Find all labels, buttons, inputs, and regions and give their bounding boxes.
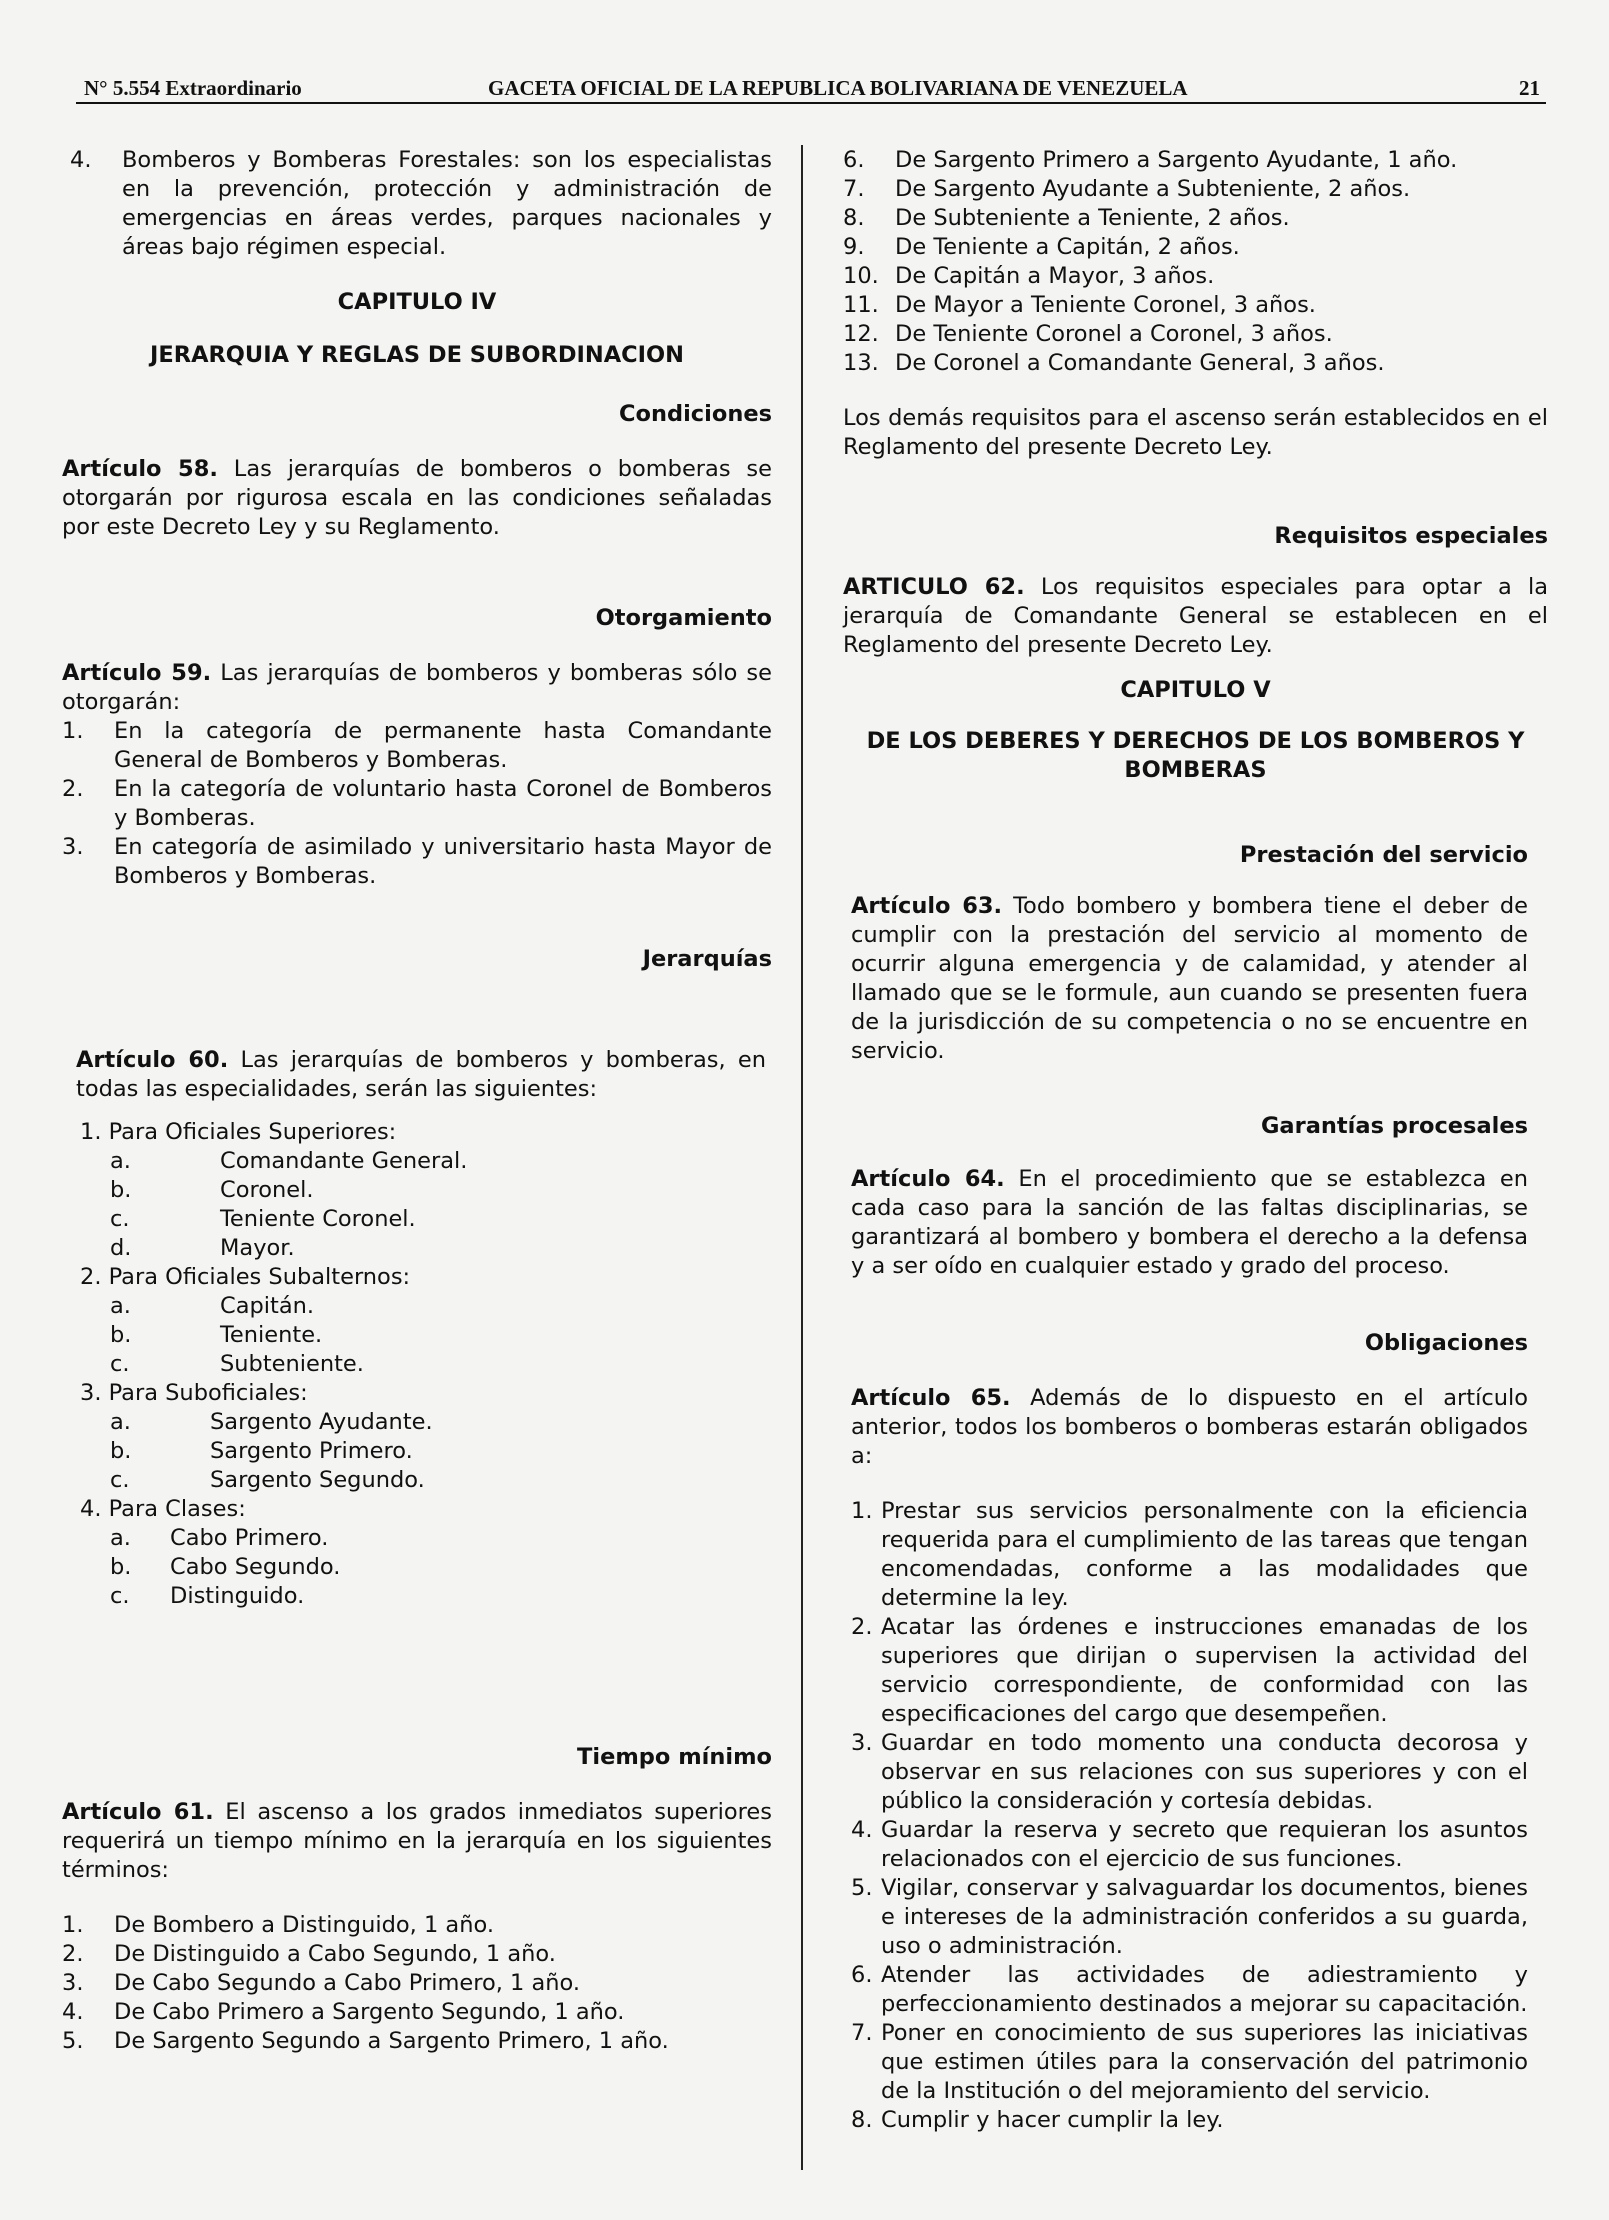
article-63 (851, 892, 1528, 1066)
chapter-heading: CAPITULO IV (337, 289, 497, 315)
list-item: 1. En la categoría de permanente hasta Comandante General de Bomberos y Bomberas. (62, 718, 772, 773)
hierarchy-rank: a. Capitán. (110, 1293, 315, 1319)
article-text: Las jerarquías de bomberos y bomberas, en todas las especialidades, serán las siguientes: (76, 1047, 766, 1102)
section-heading-obligaciones: Obligaciones (1364, 1330, 1528, 1356)
list-item: 12. De Teniente Coronel a Coronel, 3 años. (843, 321, 1333, 347)
list-item: 7. Poner en conocimiento de sus superiores las iniciativas que estimen útiles para la conservación del patrimonio de la Institución o del mejoramiento del servicio. (851, 2020, 1528, 2104)
hierarchy-rank: b. Sargento Primero. (110, 1438, 413, 1464)
list-item: 10. De Capitán a Mayor, 3 años. (843, 263, 1215, 289)
article-61-closing: Los demás requisitos para el ascenso serán establecidos en el Reglamento del presente Decreto Ley. (843, 405, 1548, 460)
section-heading-tiempo-minimo: Tiempo mínimo (577, 1744, 772, 1770)
section-heading-condiciones: Condiciones (619, 401, 772, 427)
list-item: 4. De Cabo Primero a Sargento Segundo, 1 año. (62, 1999, 625, 2025)
article-text: Las jerarquías de bomberos y bomberas sólo se otorgarán: (62, 660, 773, 715)
article-60 (76, 1046, 766, 1104)
hierarchy-rank: a. Sargento Ayudante. (110, 1409, 433, 1435)
list-item: 3. De Cabo Segundo a Cabo Primero, 1 año. (62, 1970, 581, 1996)
article-label: Artículo 59. (62, 660, 212, 686)
section-heading-requisitos: Requisitos especiales (1274, 523, 1548, 549)
chapter-title: JERARQUIA Y REGLAS DE SUBORDINACION (150, 342, 684, 368)
column-divider (801, 145, 803, 2170)
hierarchy-group (80, 1495, 772, 1611)
page-number: 21 (1519, 76, 1540, 100)
list-item: 6. Atender las actividades de adiestramiento y perfeccionamiento destinados a mejorar su capacitación. (851, 1962, 1528, 2017)
list-item-text: Bomberos y Bomberas Forestales: son los especialistas en la prevención, protección y administración de emergencias en áreas verdes, parques nacionales y áreas bajo régimen especial. (122, 147, 772, 260)
list-item: 4. Guardar la reserva y secreto que requieran los asuntos relacionados con el ejercicio de sus funciones. (851, 1817, 1528, 1872)
chapter-title: DE LOS DEBERES Y DERECHOS DE LOS BOMBEROS Y BOMBERAS (866, 728, 1525, 783)
list-item: 5. De Sargento Segundo a Sargento Primero, 1 año. (62, 2028, 669, 2054)
article-label: Artículo 63. (851, 893, 1003, 919)
list-item: 3. En categoría de asimilado y universitario hasta Mayor de Bomberos y Bomberas. (62, 834, 772, 889)
list-item: 3. Guardar en todo momento una conducta decorosa y observar en sus relaciones con sus superiores y con el público la consideración y cortesía debidas. (851, 1730, 1528, 1814)
section-heading-garantias: Garantías procesales (1260, 1113, 1528, 1139)
hierarchy-group (80, 1263, 772, 1379)
section-heading-jerarquias: Jerarquías (642, 946, 772, 972)
list-item: 2. En la categoría de voluntario hasta Coronel de Bomberos y Bomberas. (62, 776, 772, 831)
article-text: Además de lo dispuesto en el artículo anterior, todos los bomberos o bomberas estarán obligados a: (851, 1385, 1528, 1469)
list-item: 1. Prestar sus servicios personalmente con la eficiencia requerida para el cumplimiento de las tareas que tengan encomendadas, conforme a las modalidades que determine la ley. (851, 1498, 1528, 1611)
article-59-list (62, 717, 772, 891)
hierarchy-rank: b. Coronel. (110, 1177, 314, 1203)
article-label: Artículo 64. (851, 1166, 1005, 1192)
hierarchy-group (80, 1379, 772, 1495)
section-heading-prestacion: Prestación del servicio (1239, 842, 1528, 868)
hierarchy-group-title: 2. Para Oficiales Subalternos: (80, 1264, 411, 1290)
hierarchy-rank: c. Teniente Coronel. (110, 1206, 416, 1232)
hierarchy-list (62, 1118, 772, 1611)
list-item: 13. De Coronel a Comandante General, 3 años. (843, 350, 1385, 376)
hierarchy-rank: a. Cabo Primero. (110, 1525, 329, 1551)
hierarchy-rank: d. Mayor. (110, 1235, 295, 1261)
article-65 (851, 1384, 1528, 1471)
article-61-list (62, 1911, 772, 2056)
gazette-title: GACETA OFICIAL DE LA REPUBLICA BOLIVARIANA DE VENEZUELA (488, 76, 1188, 100)
list-item: 5. Vigilar, conservar y salvaguardar los documentos, bienes e intereses de la administración conferidos a su guarda, uso o administración. (851, 1875, 1528, 1959)
list-item: 7. De Sargento Ayudante a Subteniente, 2 años. (843, 176, 1411, 202)
list-item: 11. De Mayor a Teniente Coronel, 3 años. (843, 292, 1316, 318)
hierarchy-group (80, 1118, 772, 1263)
hierarchy-group-title: 1. Para Oficiales Superiores: (80, 1119, 397, 1145)
article-62 (843, 573, 1548, 660)
edition-label: N° 5.554 Extraordinario (84, 76, 302, 100)
article-61 (62, 1798, 772, 1885)
article-label: ARTICULO 62. (843, 574, 1025, 600)
list-item: 1. De Bombero a Distinguido, 1 año. (62, 1912, 494, 1938)
hierarchy-rank: b. Teniente. (110, 1322, 323, 1348)
hierarchy-rank: c. Sargento Segundo. (110, 1467, 425, 1493)
list-item: 8. De Subteniente a Teniente, 2 años. (843, 205, 1290, 231)
article-text: En el procedimiento que se establezca en cada caso para la sanción de las faltas disciplinarias, se garantizará al bombero y bombera el derecho a la defensa y a ser oído en cualquier estado y grado del proceso. (851, 1166, 1529, 1279)
article-label: Artículo 58. (62, 456, 218, 482)
article-64 (851, 1165, 1528, 1281)
hierarchy-rank: c. Distinguido. (110, 1583, 305, 1609)
article-label: Artículo 61. (62, 1799, 214, 1825)
article-65-list (851, 1497, 1528, 2135)
article-text: Las jerarquías de bomberos o bomberas se otorgarán por rigurosa escala en las condiciones señaladas por este Decreto Ley y su Reglamento. (62, 456, 772, 540)
article-58 (62, 455, 772, 542)
article-61-list-continued (843, 146, 1548, 378)
left-column (62, 146, 772, 2056)
list-item: 2. De Distinguido a Cabo Segundo, 1 año. (62, 1941, 556, 1967)
section-heading-otorgamiento: Otorgamiento (595, 605, 772, 631)
list-item: 8. Cumplir y hacer cumplir la ley. (851, 2107, 1224, 2133)
hierarchy-group-title: 3. Para Suboficiales: (80, 1380, 308, 1406)
list-item: 4. Bomberos y Bomberas Forestales: son los especialistas en la prevención, protección y administración de emergencias en áreas verdes, parques nacionales y áreas bajo régimen especial. (70, 147, 772, 260)
gazette-header (76, 72, 1546, 104)
chapter-heading: CAPITULO V (1120, 677, 1271, 703)
list-item: 2. Acatar las órdenes e instrucciones emanadas de los superiores que dirijan o supervisen la actividad del servicio correspondiente, de conformidad con las especificaciones del cargo que desempeñen. (851, 1614, 1528, 1727)
hierarchy-rank: b. Cabo Segundo. (110, 1554, 341, 1580)
hierarchy-rank: c. Subteniente. (110, 1351, 364, 1377)
article-label: Artículo 65. (851, 1385, 1011, 1411)
hierarchy-rank: a. Comandante General. (110, 1148, 468, 1174)
article-text: Todo bombero y bombera tiene el deber de cumplir con la prestación del servicio al momento de ocurrir alguna emergencia y de calamidad, y atender al llamado que se le formule, aun cuando se presenten fuera de la jurisdicción de su competencia o no se encuentre en servicio. (851, 893, 1528, 1064)
article-59 (62, 659, 772, 717)
article-label: Artículo 60. (76, 1047, 229, 1073)
list-item: 9. De Teniente a Capitán, 2 años. (843, 234, 1240, 260)
article-text: Los requisitos especiales para optar a la jerarquía de Comandante General se establecen en el Reglamento del presente Decreto Ley. (843, 574, 1548, 658)
right-column (843, 146, 1548, 2135)
article-text: El ascenso a los grados inmediatos superiores requerirá un tiempo mínimo en la jerarquía en los siguientes términos: (62, 1799, 772, 1883)
list-item: 6. De Sargento Primero a Sargento Ayudante, 1 año. (843, 147, 1458, 173)
hierarchy-group-title: 4. Para Clases: (80, 1496, 246, 1522)
